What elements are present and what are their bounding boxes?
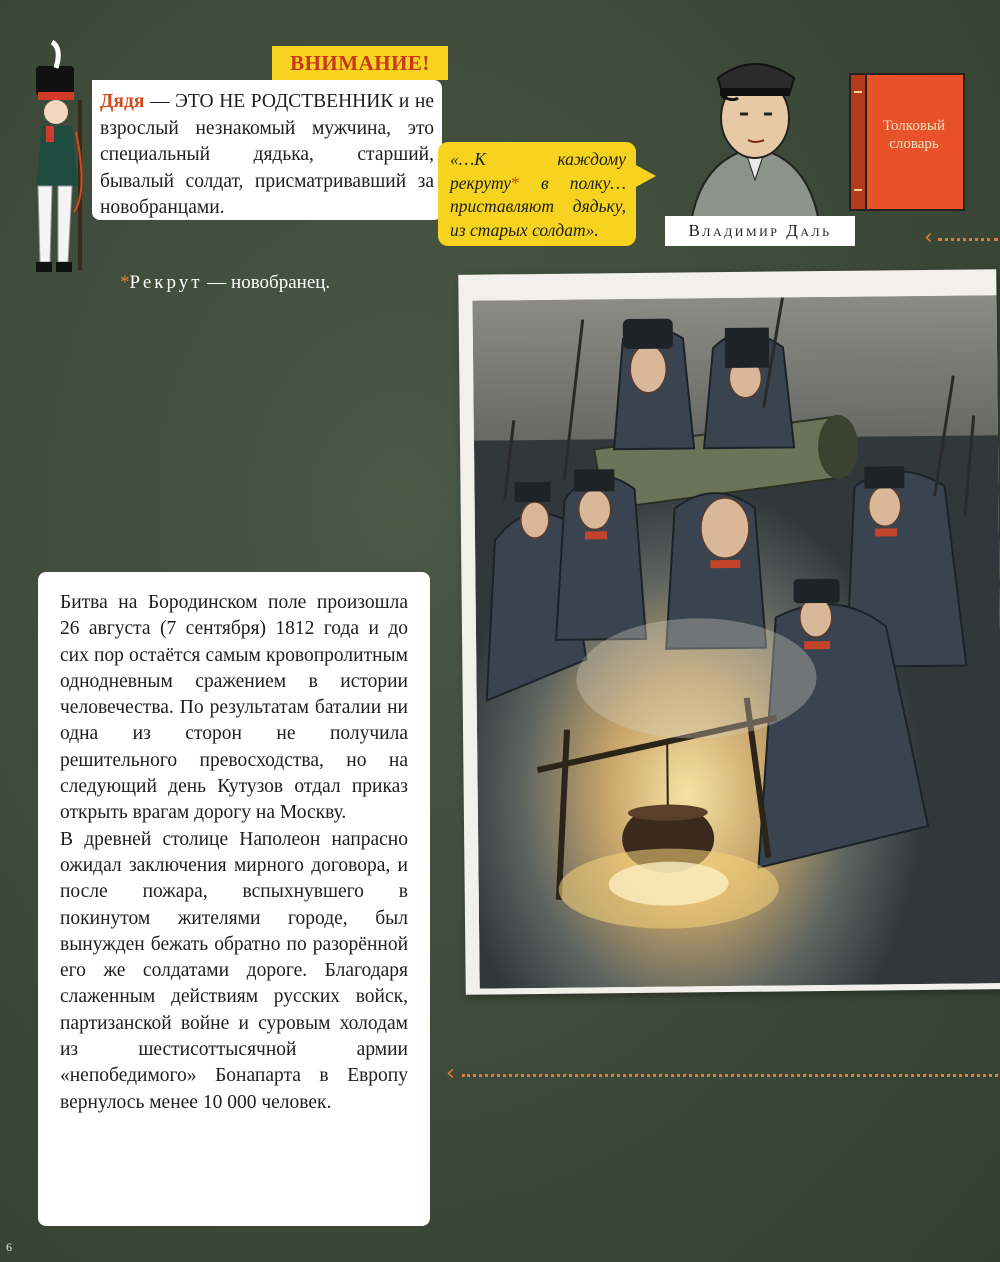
page-number: 6 [6, 1240, 12, 1254]
dotted-line [462, 1074, 998, 1077]
author-name-label: Владимир Даль [665, 216, 855, 246]
main-text-box [38, 572, 430, 1226]
quote-bubble [438, 142, 636, 246]
definition-note [92, 80, 442, 220]
quote-part2: в полку… приставляют дядьку, из старых солдат». [450, 172, 626, 240]
chevron-left-icon: ‹ [924, 225, 933, 250]
footnote-star: * [120, 272, 130, 293]
book-title-line2: словарь [889, 136, 939, 152]
footnote-definition: — новобранец. [202, 272, 331, 293]
footnote-word: Рекрут [129, 272, 203, 293]
quote-star: * [510, 172, 520, 193]
main-paragraph-1: Битва на Бородинском поле произошла 26 августа (7 сентября) 1812 года и до сих пор остаётся самым кровопролитным однодневным сражением в истории человечества. По результатам баталии ни одна из сторон не получила решительного превосходства, но на следующий день Кутузов отдал приказ открыть врагам дорогу на Москву. [60, 592, 408, 824]
definition-term: Дядя [100, 91, 145, 112]
painting-soldiers-campfire [458, 269, 1000, 995]
dictionary-book-icon [848, 72, 968, 212]
quote-bubble-tail [634, 164, 656, 188]
chevron-left-icon: ‹ [446, 1061, 455, 1086]
book-title-line1: Толковый [882, 118, 946, 134]
footnote [120, 272, 330, 294]
dotted-line [938, 238, 998, 241]
definition-text: — ЭТО НЕ РОДСТВЕННИК и не взрослый незнакомый мужчина, это специальный дядька, старший, бывалый солдат, присматривавший за новобранцами. [100, 91, 434, 218]
quote-part1: «…К каждому рекруту [450, 149, 626, 193]
vladimir-dal-portrait [660, 48, 850, 228]
main-paragraph-2: В древней столице Наполеон напрасно ожидал заключения мирного договора, и после пожара, вспыхнувшего в покинутом жителями городе, был вынужден бежать обратно по разорённой его же солдатами дороге. Благодаря слаженным действиям русских войск, партизанской войне и суровым холодам из шестисоттысячной армии «непобедимого» Бонапарта в Европу вернулось менее 10 000 человек. [60, 828, 408, 1113]
attention-label: ВНИМАНИЕ! [272, 46, 448, 80]
